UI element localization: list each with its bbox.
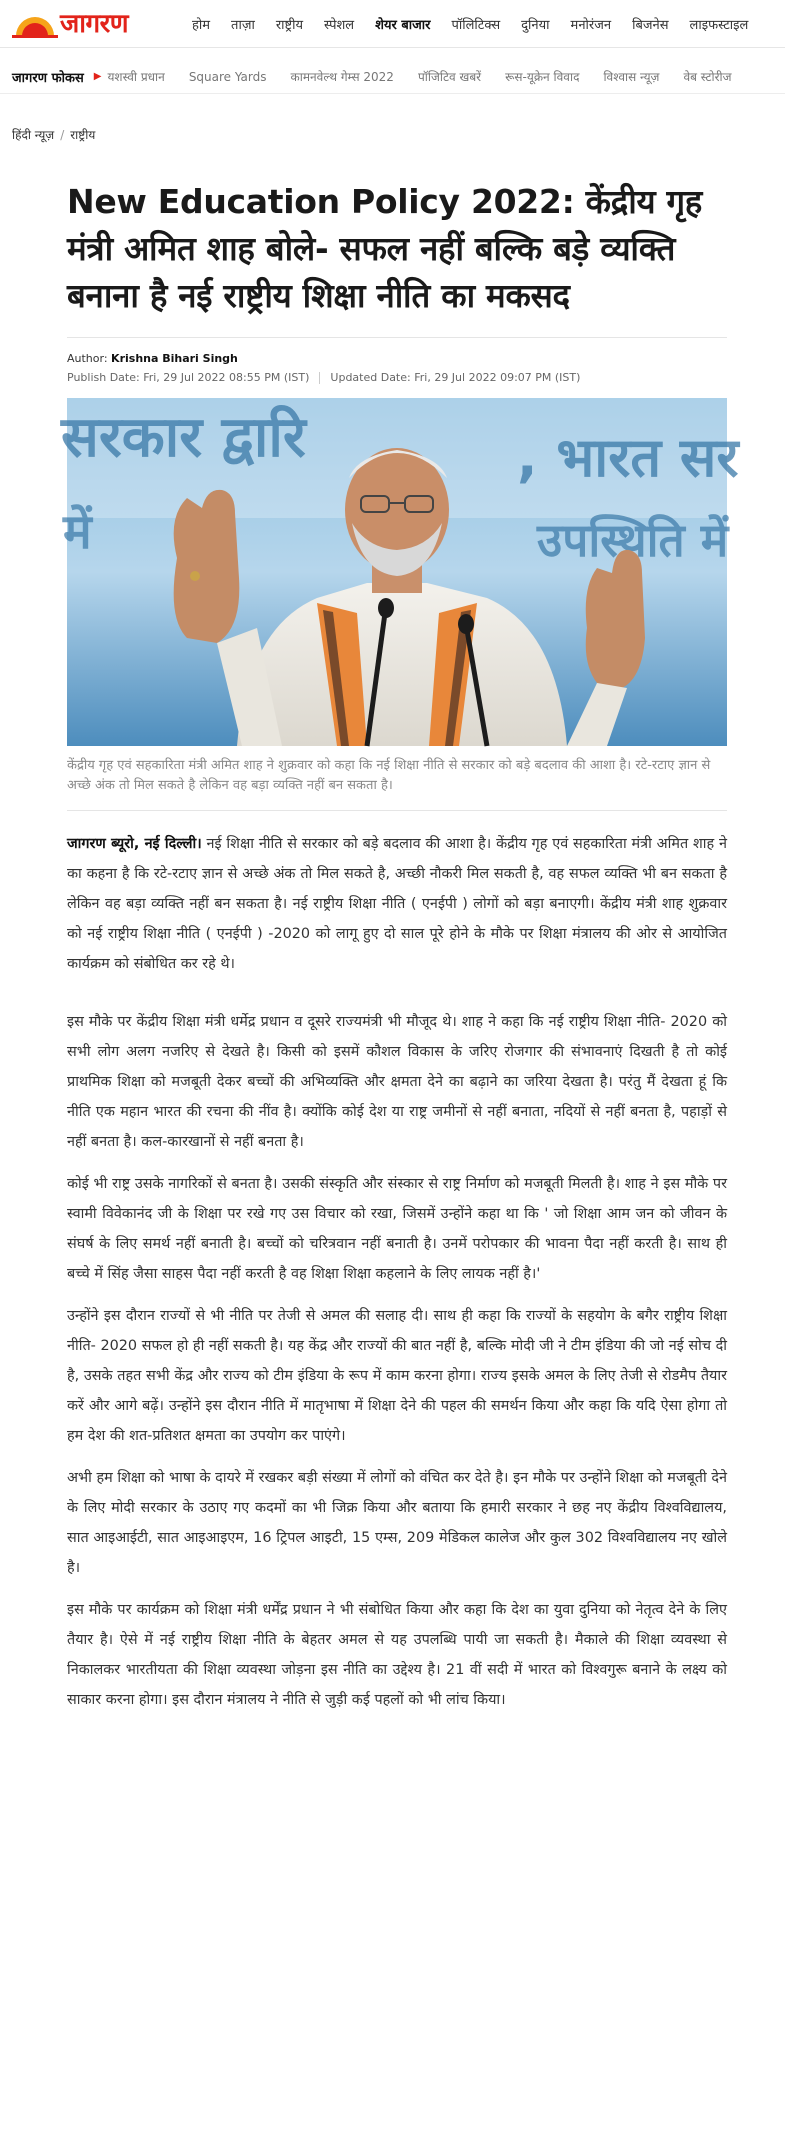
focus-item[interactable]: रूस-यूक्रेन विवाद	[505, 70, 580, 84]
paragraph: उन्होंने इस दौरान राज्यों से भी नीति पर तेजी से अमल की सलाह दी। साथ ही कहा कि राज्यों के सहयोग के बगैर राष्ट्रीय शिक्षा नीति- 2020 सफल हो ही नहीं सकती है। यह केंद्र और राज्यों की बात नहीं है, बल्कि मोदी जी ने टीम इंडिया की जो नई सोच दी है, उसके तहत सभी केंद्र और राज्य को टीम इंडिया के रूप में काम करना होगा। राज्य इसके अमल के लिए तेजी से रोडमैप तैयार करें और आगे बढ़ें। उन्होंने इस दौरान नीति में मातृभाषा में शिक्षा देने की पहल की समर्थन किया और कहा कि यदि ऐसा होगा तो हम देश की शत-प्रतिशत क्षमता का उपयोग कर पाएंगे।	[67, 1308, 727, 1444]
article	[61, 178, 739, 1727]
nav-item-home[interactable]: होम	[192, 18, 211, 33]
focus-item[interactable]: वेब स्टोरीज	[683, 70, 732, 84]
backdrop-text: उपस्थिति में	[537, 513, 729, 567]
nav-item-business[interactable]: बिजनेस	[632, 18, 669, 33]
focus-item[interactable]: पॉजिटिव खबरें	[417, 70, 482, 84]
dateline: जागरण ब्यूरो, नई दिल्ली।	[67, 836, 202, 852]
article-headline: New Education Policy 2022: केंद्रीय गृह मंत्री अमित शाह बोले- सफल नहीं बल्कि बड़े व्यक्ति बनाना है नई राष्ट्रीय शिक्षा नीति का मकसद	[67, 182, 703, 315]
author-name[interactable]: Krishna Bihari Singh	[111, 352, 238, 365]
paragraph: इस मौके पर केंद्रीय शिक्षा मंत्री धर्मेद्र प्रधान व दूसरे राज्यमंत्री भी मौजूद थे। शाह ने कहा कि नई राष्ट्रीय शिक्षा नीति- 2020 को सभी लोग अलग नजरिए से देखते है। किसी को इसमें कौशल विकास के जरिए रोजगार की संभावनाएं दिखती है तो कोई प्राथमिक शिक्षा को मजबूती देकर बच्चों की अभिव्यक्ति और क्षमता देने का बढ़ाने का जरिया देखता है। परंतु मैं देखता हूं कि नीति एक महान भारत की रचना की नींव है। क्योंकि कोई देश या राष्ट्र जमीनों से नहीं बनाता, नदियों से नहीं बनता है, पहाड़ों से नहीं बनता है। कल-कारखानों से नहीं बनता है।	[67, 1014, 727, 1150]
updated-date: Updated Date: Fri, 29 Jul 2022 09:07 PM (IST)	[330, 371, 581, 384]
divider	[67, 810, 727, 811]
nav-item-latest[interactable]: ताज़ा	[231, 18, 255, 33]
author-label: Author:	[67, 352, 108, 365]
divider	[67, 337, 727, 338]
nav-item-share-market[interactable]: शेयर बाजार	[375, 18, 431, 33]
image-caption: केंद्रीय गृह एवं सहकारिता मंत्री अमित शाह ने शुक्रवार को कहा कि नई शिक्षा नीति से सरकार को बड़े बदलाव की आशा है। रटे-रटाए ज्ञान से अच्छे अंक तो मिल सकते है लेकिन वह बड़ा व्यक्ति नहीं बन सकता है।	[67, 758, 711, 793]
focus-bar	[0, 60, 785, 94]
dates-row	[67, 371, 727, 384]
focus-item[interactable]: विश्वास न्यूज़	[603, 70, 660, 84]
paragraph: अभी हम शिक्षा को भाषा के दायरे में रखकर बड़ी संख्या में लोगों को वंचित कर देते है। इन मौके पर उन्होंने शिक्षा को मजबूती देने के लिए मोदी सरकार के उठाए गए कदमों का भी जिक्र किया और बताया कि हमारी सरकार ने छह नए केंद्रीय विश्वविद्यालय, सात आइआईटी, सात आइआइएम, 16 ट्रिपल आइटी, 15 एम्स, 209 मेडिकल कालेज और कुल 302 विश्वविद्यालय नए खोले है।	[67, 1470, 727, 1576]
focus-label: जागरण फोकस	[12, 70, 84, 86]
nav-item-lifestyle[interactable]: लाइफस्टाइल	[689, 18, 749, 33]
paragraph-text: नई शिक्षा नीति से सरकार को बड़े बदलाव की आशा है। केंद्रीय गृह एवं सहकारिता मंत्री अमित शाह ने का कहना है कि रटे-रटाए ज्ञान से अच्छे अंक तो मिल सकते है, अच्छी नौकरी मिल सकती है, वह सफल व्यक्ति भी बन सकता है लेकिन वह बड़ा व्यक्ति नहीं बन सकता है। नई राष्ट्रीय शिक्षा नीति ( एनईपी ) लोगों को बड़ा बनाएगी। केंद्रीय मंत्री शाह शुक्रवार को नई राष्ट्रीय शिक्षा नीति ( एनईपी ) -2020 को लागू हुए दो साल पूरे होने के मौके पर शिक्षा मंत्रालय की ओर से आयोजित कार्यक्रम को संबोधित कर रहे थे।	[67, 836, 728, 972]
nav-item-politics[interactable]: पॉलिटिक्स	[451, 18, 501, 33]
triangle-right-icon: ▶	[93, 71, 102, 82]
backdrop-text: में	[63, 504, 92, 560]
breadcrumb-section[interactable]: राष्ट्रीय	[70, 128, 96, 142]
main-menu	[192, 0, 769, 48]
jagran-logo[interactable]	[12, 8, 162, 40]
nav-item-world[interactable]: दुनिया	[521, 18, 550, 33]
focus-item[interactable]: यशस्वी प्रधान	[107, 70, 165, 84]
nav-item-special[interactable]: स्पेशल	[324, 18, 355, 33]
breadcrumb: हिंदी न्यूज़ / राष्ट्रीय	[12, 128, 96, 142]
hero-image	[61, 398, 739, 746]
paragraph	[67, 829, 727, 979]
paragraph: कोई भी राष्ट्र उसके नागरिकों से बनता है। उसकी संस्कृति और संस्कार से राष्ट्र निर्माण को मजबूती मिलती है। शाह ने इस मौके पर स्वामी विवेकानंद जी के शिक्षा पर रखे गए उस विचार को रखा, जिसमें उन्होंने कहा था कि ' जो शिक्षा आम जन को जीवन के संघर्ष के लिए समर्थ नहीं बनाती है। बच्चों को चरित्रवान नहीं बनाती है। उनमें परोपकार की भावना पैदा नहीं करती है। साथ ही बच्चे में सिंह जैसा साहस पैदा नहीं करती है वह शिक्षा शिक्षा कहलाने के लिए लायक नहीं है।'	[67, 1176, 727, 1282]
paragraph: इस मौके पर कार्यक्रम को शिक्षा मंत्री धर्मेंद्र प्रधान ने भी संबोधित किया और कहा कि देश का युवा दुनिया को नेतृत्व देने के लिए तैयार है। ऐसे में नई राष्ट्रीय शिक्षा नीति के बेहतर अमल से यह उपलब्धि पायी जा सकती है। मैकाले की शिक्षा व्यवस्था से निकालकर भारतीयता की शिक्षा व्यवस्था जोड़ना इस नीति का उद्देश्य है। 21 वीं सदी में भारत को विश्वगुरू बनाने के लक्ष्य को साकार करना होगा। इस दौरान मंत्रालय ने नीति से जुड़ी कई पहलों को भी लांच किया।	[67, 1602, 727, 1708]
author-row	[67, 352, 727, 365]
breadcrumb-home[interactable]: हिंदी न्यूज़	[12, 128, 55, 142]
focus-item[interactable]: कामनवेल्थ गेम्स 2022	[290, 70, 394, 84]
backdrop-text: , भारत सर	[517, 426, 739, 489]
focus-item[interactable]: Square Yards	[188, 69, 267, 84]
rising-sun-icon	[12, 10, 58, 38]
article-body	[67, 829, 727, 1715]
article-meta	[67, 352, 727, 384]
publish-date: Publish Date: Fri, 29 Jul 2022 08:55 PM (IST)	[67, 371, 310, 384]
brand-name: जागरण	[60, 9, 129, 39]
nav-item-entertainment[interactable]: मनोरंजन	[570, 18, 612, 33]
top-navigation	[0, 0, 785, 48]
hero-illustration	[61, 398, 739, 746]
nav-item-national[interactable]: राष्ट्रीय	[275, 18, 304, 33]
backdrop-text: सरकार द्वारि	[61, 405, 306, 470]
